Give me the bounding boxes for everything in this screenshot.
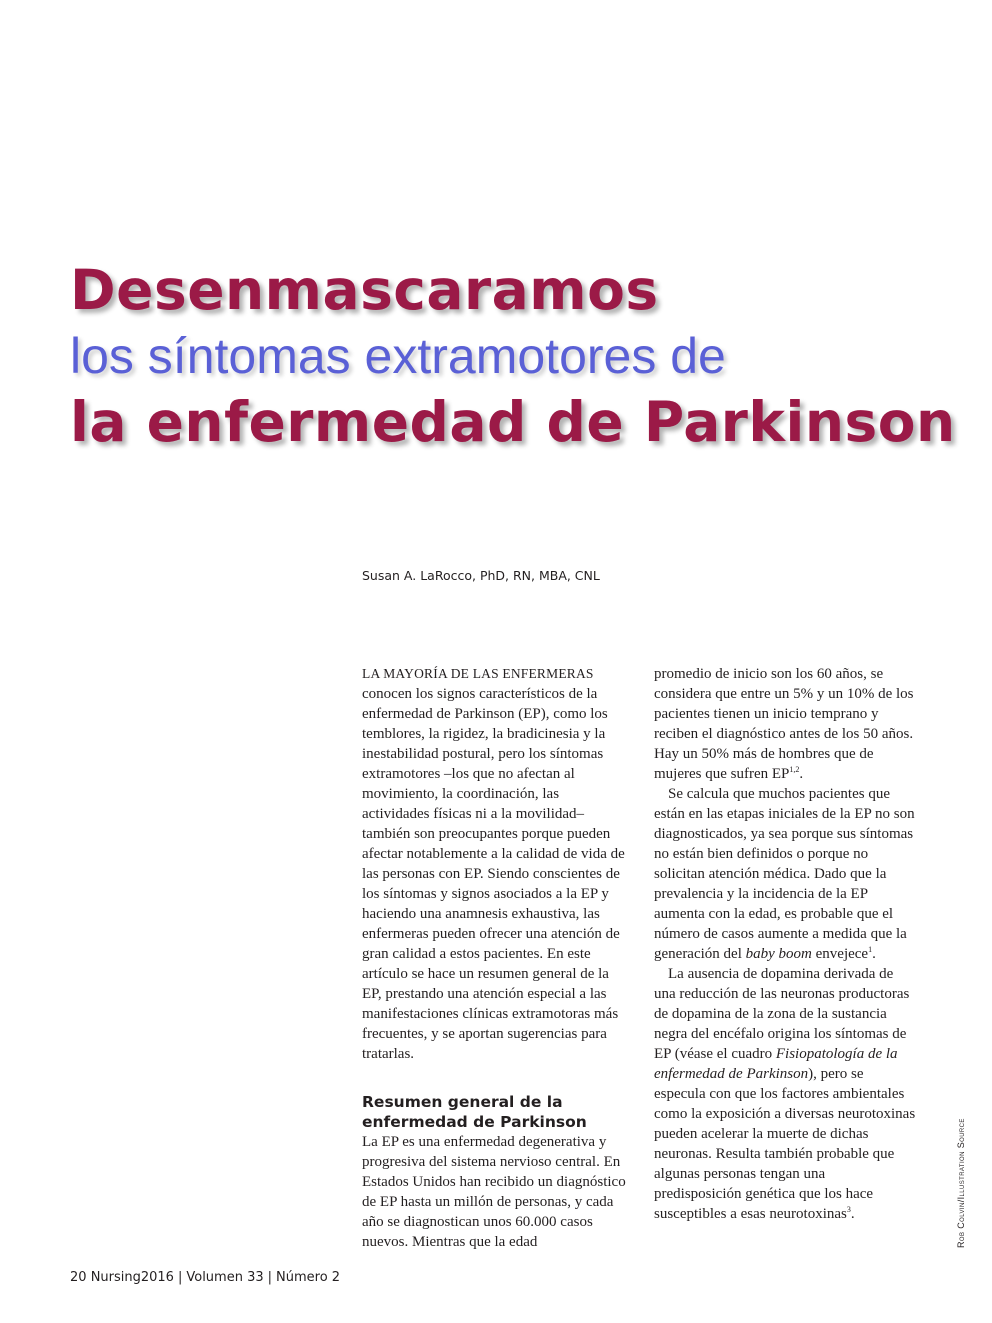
title-line-1: Desenmascaramos	[70, 258, 659, 322]
text-column-2	[654, 664, 916, 1224]
paragraph-end: .	[872, 946, 876, 962]
reference-marker: 1	[868, 945, 873, 954]
paragraph-text: Se calcula que muchos pacientes que están en las etapas iniciales de la EP no son diagnosticados, ya sea porque sus síntomas no están bien definidos o porque no solicitan atención médica. Dado que la prevalencia y la incidencia de la EP aumenta con la edad, es probable que el número de casos aumente a medida que la generación del	[654, 786, 915, 962]
footer-separator: |	[177, 1270, 183, 1285]
paragraph-text: envejece	[811, 946, 869, 962]
article-title	[70, 255, 956, 457]
box-reference: Fisiopatología de la enfermedad de Parkinson	[654, 1046, 898, 1082]
intro-paragraph	[362, 664, 630, 1064]
title-line-2: los síntomas extramotores de	[70, 328, 726, 384]
illustration-credit: Rob Colvin/Illustration Source	[956, 1118, 966, 1248]
issue-label: Número 2	[276, 1270, 341, 1285]
footer-separator: |	[267, 1270, 273, 1285]
paragraph-end: .	[799, 766, 804, 782]
paragraph-text: La ausencia de dopamina derivada de una reducción de las neuronas productoras de dopamina de la zona de la sustancia negra del encéfalo origina los síntomas de EP (véase el cuadro	[654, 966, 910, 1062]
volume-label: Volumen 33	[186, 1270, 264, 1285]
lead-in-text: LA MAYORÍA DE LAS ENFERMERAS	[362, 666, 594, 681]
paragraph-text: promedio de inicio son los 60 años, se considera que entre un 5% y un 10% de los pacientes tienen un inicio temprano y reciben el diagnóstico antes de los 50 años. Hay un 50% más de hombres que de mujeres que sufren EP	[654, 666, 914, 782]
body-paragraph: La EP es una enfermedad degenerativa y progresiva del sistema nervioso central. En Estados Unidos han recibido un diagnóstico de EP hasta un millón de personas, y cada año se diagnostican unos 60.000 casos nuevos. Mientras que la edad	[362, 1134, 626, 1250]
body-paragraph	[654, 784, 916, 964]
page-footer	[70, 1270, 340, 1285]
body-paragraph	[654, 964, 916, 1224]
intro-text: conocen los signos característicos de la enfermedad de Parkinson (EP), como los temblores, la rigidez, la bradicinesia y la inestabilidad postural, pero los síntomas extramotores –los que no afectan al movimiento, la coordinación, las actividades físicas ni a la movilidad– también son preocupantes porque pueden afectar notablemente a la calidad de vida de las personas con EP. Siendo conscientes de los síntomas y signos asociados a la EP y haciendo una anamnesis exhaustiva, las enfermeras pueden ofrecer una atención de gran calidad a estos pacientes. En este artículo se hace un resumen general de la EP, prestando una atención especial a las manifestaciones clínicas extramotoras más frecuentes, y se aportan sugerencias para tratarlas.	[362, 686, 625, 1062]
section-heading: Resumen general de la enfermedad de Parkinson	[362, 1093, 587, 1131]
author-byline: Susan A. LaRocco, PhD, RN, MBA, CNL	[362, 568, 600, 583]
journal-name: Nursing2016	[90, 1270, 174, 1285]
reference-marker: 1,2	[789, 765, 800, 774]
paragraph-end: .	[850, 1206, 855, 1222]
page-number: 20	[70, 1270, 87, 1285]
reference-marker: 3	[846, 1205, 851, 1214]
paragraph-text: ), pero se especula con que los factores ambientales como la exposición a diversas neurotoxinas pueden acelerar la muerte de dichas neuronas. Resulta también probable que algunas personas tengan una predisposición genética que los hace susceptibles a esas neurotoxinas	[654, 1066, 916, 1222]
title-line-3: la enfermedad de Parkinson	[70, 390, 956, 454]
text-column-1	[362, 664, 630, 1252]
emphasis-text: baby boom	[745, 946, 812, 962]
body-paragraph	[654, 664, 916, 784]
